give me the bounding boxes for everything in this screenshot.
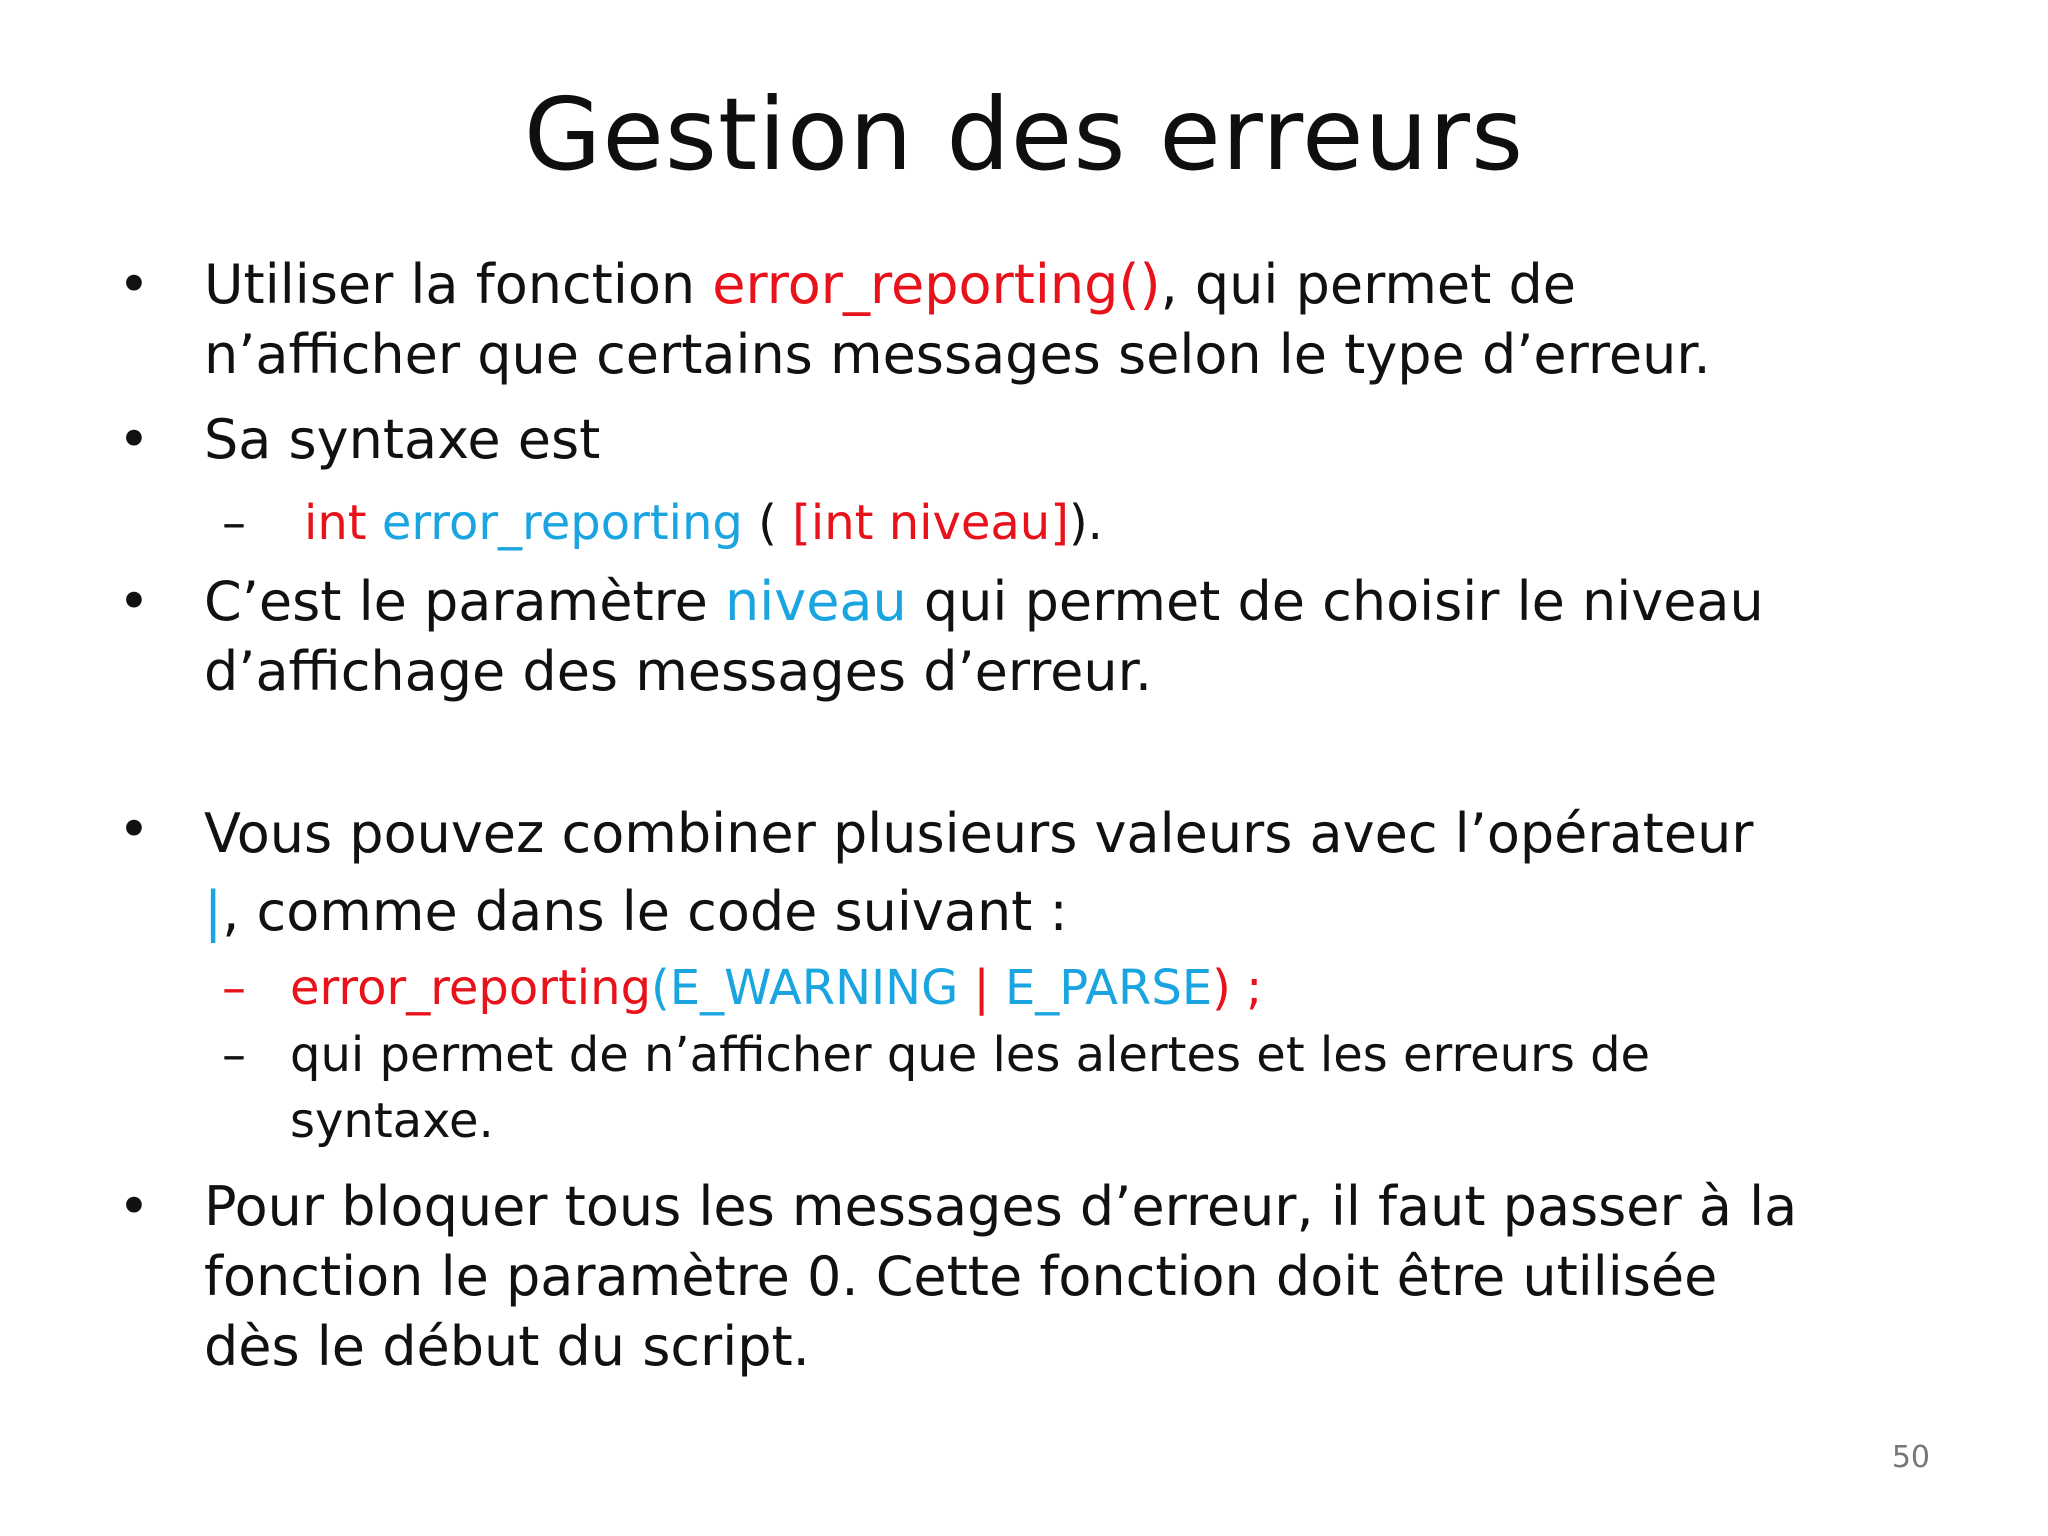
- bullet-block-errors: [118, 1172, 1918, 1382]
- bullet-dot: •: [118, 253, 150, 316]
- bullet-line: Vous pouvez combiner plusieurs valeurs avec l’opérateur: [204, 802, 1754, 865]
- bullet-error-reporting: [118, 250, 1918, 390]
- page-number: 50: [1891, 1440, 1930, 1475]
- slide: Gestion des erreurs • Utiliser la fonction error_reporting(), qui permet de n’afficher que certains messages selon le type d’erreur. • Sa syntaxe est – int error_reporting ( [int niveau]). • C’est le paramètre niveau qui permet de choisir le niveau d’affichage des messages d’erreur. • Vous pouvez combiner plusieurs valeurs avec l’opérateur |, comme dans le code suivant : – error_reporting(E_WARNING | E_PARSE) ; – qui permet de n’afficher que les alertes et les erreurs de syntaxe. • Pour bloquer tous les messages d’erreur, il faut passer à la fonction le paramètre 0. Cette fonction doit être utilisée dès le début du script. 50: [0, 0, 2048, 1536]
- bullet-syntax: [118, 405, 1918, 475]
- bullet-line: |, comme dans le code suivant :: [204, 880, 1068, 943]
- bullet-line: C’est le paramètre niveau qui permet de choisir le niveau: [204, 570, 1764, 633]
- bullet-dot: •: [118, 798, 150, 861]
- bullet-line: dès le début du script.: [204, 1315, 810, 1378]
- sub-dash: –: [222, 1027, 246, 1083]
- sub-dash: –: [222, 960, 246, 1016]
- slide-title: Gestion des erreurs: [523, 76, 1525, 193]
- bullet-line: Sa syntaxe est: [204, 408, 601, 471]
- bullet-dot: •: [118, 1175, 150, 1238]
- bullet-line: Pour bloquer tous les messages d’erreur, il faut passer à la: [204, 1175, 1798, 1238]
- bullet-dot: •: [118, 408, 150, 471]
- param-name: niveau: [725, 570, 907, 633]
- bullet-line: fonction le paramètre 0. Cette fonction doit être utilisée: [204, 1245, 1718, 1308]
- bullet-dot: •: [118, 570, 150, 633]
- operator-symbol: |: [204, 880, 223, 943]
- sub-line: qui permet de n’afficher que les alertes et les erreurs de: [290, 1027, 1651, 1083]
- bullet-niveau: [118, 567, 1918, 707]
- bullet-line: Utiliser la fonction error_reporting(), qui permet de: [204, 253, 1576, 316]
- sub-dash: –: [222, 495, 246, 551]
- bullet-combine: [118, 795, 1918, 955]
- function-name: error_reporting(): [712, 253, 1161, 316]
- bullet-line: d’affichage des messages d’erreur.: [204, 640, 1152, 703]
- sub-line: syntaxe.: [290, 1093, 494, 1149]
- bullet-line: n’afficher que certains messages selon le type d’erreur.: [204, 323, 1711, 386]
